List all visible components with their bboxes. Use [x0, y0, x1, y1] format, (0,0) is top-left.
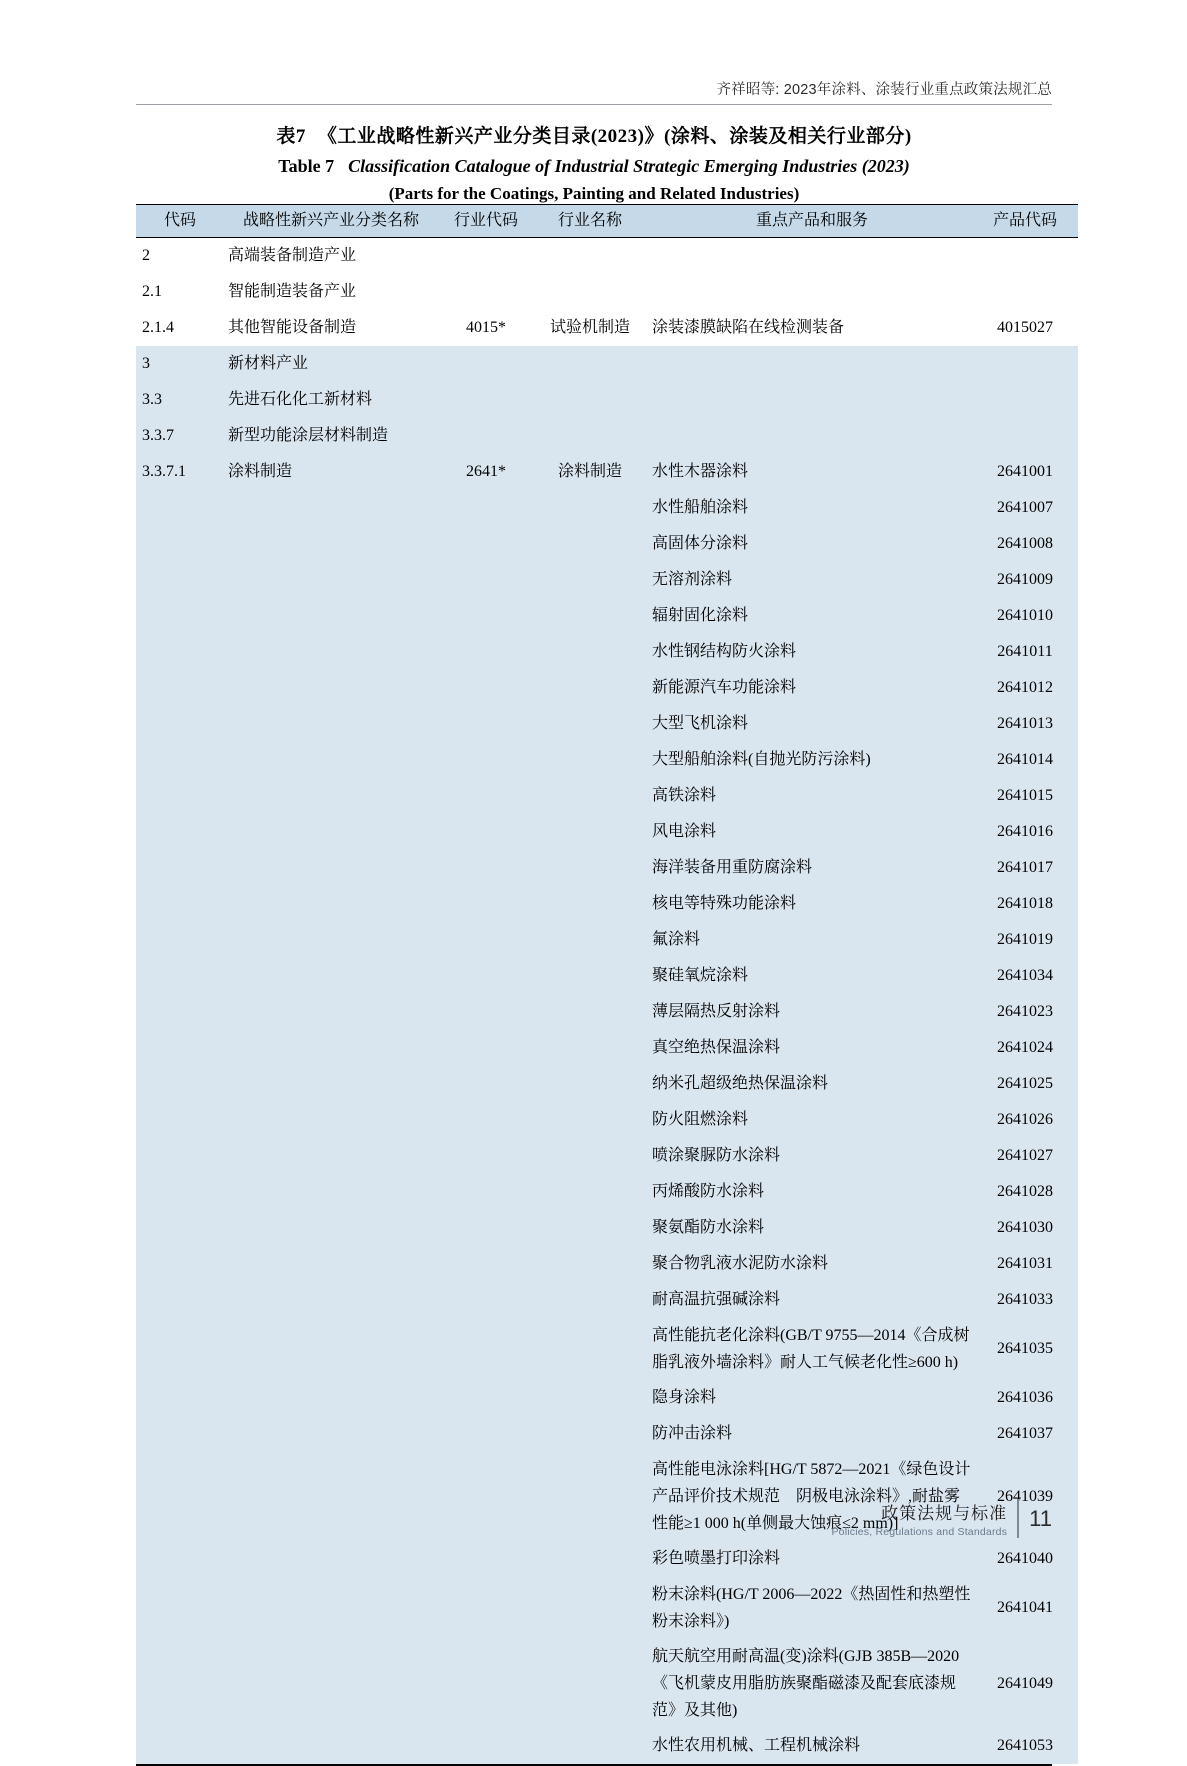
table-row: [136, 238, 1078, 275]
table-row: [136, 1210, 1078, 1246]
cell-ind-name: [538, 382, 642, 418]
cell-prod-code: 2641041: [972, 1577, 1078, 1639]
cell-name: [218, 634, 434, 670]
cell-product: 聚合物乳液水泥防水涂料: [642, 1246, 972, 1282]
cell-prod-code: 2641031: [972, 1246, 1078, 1282]
cell-ind-code: [434, 1030, 538, 1066]
table-row: [136, 814, 1078, 850]
cell-prod-code: [972, 274, 1078, 310]
cell-ind-code: [434, 1541, 538, 1577]
cell-product: 新能源汽车功能涂料: [642, 670, 972, 706]
cell-ind-name: [538, 274, 642, 310]
table-row: [136, 562, 1078, 598]
cell-code: [136, 1639, 218, 1728]
cell-ind-code: [434, 1318, 538, 1380]
cell-code: [136, 778, 218, 814]
cell-ind-name: [538, 1066, 642, 1102]
cell-ind-name: [538, 1174, 642, 1210]
cell-ind-name: [538, 598, 642, 634]
cell-prod-code: 4015027: [972, 310, 1078, 346]
cell-code: [136, 598, 218, 634]
cell-product: 粉末涂料(HG/T 2006—2022《热固性和热塑性粉末涂料》): [642, 1577, 972, 1639]
cell-prod-code: [972, 382, 1078, 418]
cell-name: [218, 1639, 434, 1728]
table-row: [136, 706, 1078, 742]
cell-ind-code: [434, 1282, 538, 1318]
cell-prod-code: 2641037: [972, 1416, 1078, 1452]
cell-ind-code: [434, 418, 538, 454]
cell-prod-code: 2641023: [972, 994, 1078, 1030]
cell-name: [218, 526, 434, 562]
cell-ind-name: [538, 562, 642, 598]
table-title-cn-text: 《工业战略性新兴产业分类目录(2023)》(涂料、涂装及相关行业部分): [317, 126, 912, 147]
cell-code: [136, 1210, 218, 1246]
cell-prod-code: 2641014: [972, 742, 1078, 778]
table-label-en: Table 7: [278, 156, 335, 176]
cell-product: 耐高温抗强碱涂料: [642, 1282, 972, 1318]
table-row: [136, 382, 1078, 418]
cell-name: [218, 1030, 434, 1066]
cell-prod-code: 2641012: [972, 670, 1078, 706]
table-row: [136, 454, 1078, 490]
table-row: [136, 1416, 1078, 1452]
table-bottom-rule: [136, 1764, 1052, 1766]
cell-ind-code: [434, 994, 538, 1030]
cell-ind-code: [434, 1210, 538, 1246]
cell-code: [136, 1728, 218, 1764]
cell-ind-code: [434, 598, 538, 634]
cell-product: 无溶剂涂料: [642, 562, 972, 598]
cell-name: [218, 1380, 434, 1416]
cell-prod-code: 2641009: [972, 562, 1078, 598]
cell-code: 3: [136, 346, 218, 382]
cell-name: 涂料制造: [218, 454, 434, 490]
cell-prod-code: 2641035: [972, 1318, 1078, 1380]
cell-prod-code: [972, 418, 1078, 454]
table-row: [136, 742, 1078, 778]
cell-prod-code: 2641013: [972, 706, 1078, 742]
column-header-name: 战略性新兴产业分类名称: [218, 205, 434, 238]
cell-product: 聚氨酯防水涂料: [642, 1210, 972, 1246]
cell-ind-name: [538, 1639, 642, 1728]
cell-ind-code: [434, 490, 538, 526]
cell-ind-name: [538, 1728, 642, 1764]
cell-code: 2.1: [136, 274, 218, 310]
cell-name: 先进石化化工新材料: [218, 382, 434, 418]
cell-prod-code: 2641017: [972, 850, 1078, 886]
table-row: [136, 1030, 1078, 1066]
cell-ind-name: [538, 1138, 642, 1174]
cell-product: 隐身涂料: [642, 1380, 972, 1416]
table-row: [136, 1577, 1078, 1639]
cell-code: [136, 1138, 218, 1174]
cell-product: 水性船舶涂料: [642, 490, 972, 526]
table-row: [136, 346, 1078, 382]
cell-ind-name: [538, 922, 642, 958]
cell-prod-code: 2641007: [972, 490, 1078, 526]
cell-product: 海洋装备用重防腐涂料: [642, 850, 972, 886]
cell-product: 大型飞机涂料: [642, 706, 972, 742]
cell-name: [218, 994, 434, 1030]
cell-ind-code: [434, 1577, 538, 1639]
cell-name: 智能制造装备产业: [218, 274, 434, 310]
cell-product: 聚硅氧烷涂料: [642, 958, 972, 994]
cell-ind-name: [538, 706, 642, 742]
cell-ind-code: [434, 778, 538, 814]
cell-ind-name: [538, 742, 642, 778]
cell-product: [642, 346, 972, 382]
cell-ind-code: [434, 526, 538, 562]
cell-product: 高性能抗老化涂料(GB/T 9755—2014《合成树脂乳液外墙涂料》耐人工气候老化性≥600 h): [642, 1318, 972, 1380]
table-row: [136, 1102, 1078, 1138]
cell-product: 彩色喷墨打印涂料: [642, 1541, 972, 1577]
cell-name: [218, 1102, 434, 1138]
cell-ind-code: [434, 1246, 538, 1282]
column-header-ind-name: 行业名称: [538, 205, 642, 238]
cell-code: [136, 1318, 218, 1380]
cell-ind-name: [538, 1541, 642, 1577]
cell-product: 水性木器涂料: [642, 454, 972, 490]
cell-ind-name: [538, 1246, 642, 1282]
cell-ind-code: [434, 814, 538, 850]
cell-ind-code: 2641*: [434, 454, 538, 490]
cell-ind-name: 试验机制造: [538, 310, 642, 346]
cell-prod-code: [972, 346, 1078, 382]
cell-prod-code: 2641040: [972, 1541, 1078, 1577]
cell-name: 新材料产业: [218, 346, 434, 382]
table-row: [136, 1380, 1078, 1416]
cell-ind-name: [538, 958, 642, 994]
cell-ind-code: [434, 1380, 538, 1416]
cell-code: [136, 922, 218, 958]
cell-ind-code: [434, 886, 538, 922]
cell-ind-name: [538, 1318, 642, 1380]
footer-section-cn: 政策法规与标准: [881, 1504, 1008, 1523]
cell-ind-name: [538, 850, 642, 886]
cell-product: 核电等特殊功能涂料: [642, 886, 972, 922]
cell-product: 高铁涂料: [642, 778, 972, 814]
cell-product: 防火阻燃涂料: [642, 1102, 972, 1138]
cell-code: [136, 526, 218, 562]
cell-ind-code: [434, 1452, 538, 1541]
cell-code: [136, 1246, 218, 1282]
cell-name: [218, 1416, 434, 1452]
cell-ind-name: [538, 1210, 642, 1246]
cell-product: 大型船舶涂料(自抛光防污涂料): [642, 742, 972, 778]
cell-prod-code: 2641018: [972, 886, 1078, 922]
cell-prod-code: 2641030: [972, 1210, 1078, 1246]
table-row: [136, 274, 1078, 310]
cell-ind-name: [538, 346, 642, 382]
table-row: [136, 1728, 1078, 1764]
cell-product: 水性农用机械、工程机械涂料: [642, 1728, 972, 1764]
cell-product: 高性能电泳涂料[HG/T 5872—2021《绿色设计产品评价技术规范 阴极电泳涂料》,耐盐雾性能≥1 000 h(单侧最大蚀痕≤2 mm)]: [642, 1452, 972, 1541]
cell-name: [218, 598, 434, 634]
cell-product: [642, 238, 972, 275]
table-row: [136, 958, 1078, 994]
cell-ind-code: [434, 922, 538, 958]
cell-ind-code: [434, 958, 538, 994]
cell-prod-code: 2641015: [972, 778, 1078, 814]
cell-prod-code: 2641019: [972, 922, 1078, 958]
table-row: [136, 1174, 1078, 1210]
cell-ind-code: [434, 742, 538, 778]
cell-code: [136, 670, 218, 706]
cell-ind-code: [434, 274, 538, 310]
cell-name: [218, 1138, 434, 1174]
table-row: [136, 1639, 1078, 1728]
cell-prod-code: 2641008: [972, 526, 1078, 562]
cell-ind-name: [538, 238, 642, 275]
table-row: [136, 310, 1078, 346]
cell-code: [136, 850, 218, 886]
cell-name: [218, 1210, 434, 1246]
cell-prod-code: 2641011: [972, 634, 1078, 670]
cell-ind-code: [434, 382, 538, 418]
cell-code: 2.1.4: [136, 310, 218, 346]
cell-prod-code: 2641010: [972, 598, 1078, 634]
cell-name: [218, 922, 434, 958]
cell-ind-name: 涂料制造: [538, 454, 642, 490]
cell-name: [218, 742, 434, 778]
table-title-en: [136, 152, 1052, 180]
cell-product: 航天航空用耐高温(变)涂料(GJB 385B—2020《飞机蒙皮用脂肪族聚酯磁漆及配套底漆规范》及其他): [642, 1639, 972, 1728]
cell-code: 3.3: [136, 382, 218, 418]
cell-name: [218, 778, 434, 814]
cell-ind-name: [538, 1416, 642, 1452]
table-row: [136, 598, 1078, 634]
cell-name: [218, 1282, 434, 1318]
column-header-code: 代码: [136, 205, 218, 238]
cell-ind-code: [434, 1066, 538, 1102]
cell-code: [136, 634, 218, 670]
cell-product: 防冲击涂料: [642, 1416, 972, 1452]
cell-prod-code: 2641001: [972, 454, 1078, 490]
cell-ind-name: [538, 526, 642, 562]
table-row: [136, 778, 1078, 814]
table-row: [136, 490, 1078, 526]
table-row: [136, 634, 1078, 670]
cell-code: [136, 1577, 218, 1639]
cell-code: [136, 562, 218, 598]
table-row: [136, 1066, 1078, 1102]
cell-ind-name: [538, 634, 642, 670]
cell-code: [136, 1174, 218, 1210]
cell-ind-name: [538, 778, 642, 814]
cell-code: 3.3.7.1: [136, 454, 218, 490]
cell-prod-code: 2641039: [972, 1452, 1078, 1541]
cell-prod-code: 2641016: [972, 814, 1078, 850]
cell-ind-name: [538, 1380, 642, 1416]
footer-section-en: Policies, Regulations and Standards: [831, 1526, 1008, 1538]
cell-name: 新型功能涂层材料制造: [218, 418, 434, 454]
table-row: [136, 1318, 1078, 1380]
cell-name: [218, 1577, 434, 1639]
cell-name: [218, 1318, 434, 1380]
cell-ind-code: [434, 1728, 538, 1764]
table-title-block: [136, 122, 1052, 207]
cell-name: [218, 562, 434, 598]
cell-ind-name: [538, 814, 642, 850]
cell-code: 3.3.7: [136, 418, 218, 454]
table-row: [136, 850, 1078, 886]
cell-ind-name: [538, 1282, 642, 1318]
cell-prod-code: 2641053: [972, 1728, 1078, 1764]
footer-section: [831, 1499, 1019, 1538]
cell-prod-code: [972, 238, 1078, 275]
cell-ind-code: [434, 1102, 538, 1138]
cell-product: [642, 418, 972, 454]
cell-ind-name: [538, 418, 642, 454]
column-header-product: 重点产品和服务: [642, 205, 972, 238]
cell-product: 氟涂料: [642, 922, 972, 958]
cell-name: [218, 1246, 434, 1282]
cell-code: [136, 814, 218, 850]
cell-ind-code: [434, 1639, 538, 1728]
cell-prod-code: 2641033: [972, 1282, 1078, 1318]
cell-code: [136, 1541, 218, 1577]
cell-ind-name: [538, 1452, 642, 1541]
table-title-cn: [136, 122, 1052, 152]
cell-code: [136, 1282, 218, 1318]
cell-name: [218, 1066, 434, 1102]
table-row: [136, 526, 1078, 562]
cell-name: [218, 886, 434, 922]
cell-product: 水性钢结构防火涂料: [642, 634, 972, 670]
cell-code: [136, 958, 218, 994]
cell-ind-code: [434, 1416, 538, 1452]
cell-code: [136, 1066, 218, 1102]
table-row: [136, 994, 1078, 1030]
cell-product: 纳米孔超级绝热保温涂料: [642, 1066, 972, 1102]
cell-product: 风电涂料: [642, 814, 972, 850]
cell-ind-code: [434, 346, 538, 382]
cell-prod-code: 2641024: [972, 1030, 1078, 1066]
cell-name: [218, 958, 434, 994]
cell-code: [136, 886, 218, 922]
table-row: [136, 418, 1078, 454]
cell-code: 2: [136, 238, 218, 275]
table-row: [136, 922, 1078, 958]
cell-prod-code: 2641027: [972, 1138, 1078, 1174]
cell-ind-name: [538, 1102, 642, 1138]
cell-product: [642, 274, 972, 310]
cell-ind-name: [538, 1577, 642, 1639]
running-head: 齐祥昭等: 2023年涂料、涂装行业重点政策法规汇总: [716, 82, 1052, 98]
table-row: [136, 1246, 1078, 1282]
cell-ind-code: [434, 1174, 538, 1210]
cell-ind-name: [538, 1030, 642, 1066]
header-divider: [136, 104, 1052, 105]
cell-ind-code: [434, 562, 538, 598]
cell-prod-code: 2641028: [972, 1174, 1078, 1210]
table-header-row: [136, 205, 1078, 238]
cell-product: 涂装漆膜缺陷在线检测装备: [642, 310, 972, 346]
cell-code: [136, 742, 218, 778]
cell-name: [218, 1728, 434, 1764]
cell-name: 其他智能设备制造: [218, 310, 434, 346]
cell-code: [136, 706, 218, 742]
cell-product: [642, 382, 972, 418]
cell-code: [136, 1452, 218, 1541]
cell-ind-code: [434, 238, 538, 275]
cell-name: [218, 850, 434, 886]
page-number: 11: [1029, 1505, 1052, 1531]
cell-ind-code: [434, 670, 538, 706]
table-title-en-text: Classification Catalogue of Industrial Strategic Emerging Industries (2023): [348, 156, 910, 176]
cell-ind-code: [434, 634, 538, 670]
cell-product: 真空绝热保温涂料: [642, 1030, 972, 1066]
cell-ind-name: [538, 490, 642, 526]
cell-code: [136, 1102, 218, 1138]
cell-code: [136, 994, 218, 1030]
cell-code: [136, 1416, 218, 1452]
cell-prod-code: 2641049: [972, 1639, 1078, 1728]
cell-product: 薄层隔热反射涂料: [642, 994, 972, 1030]
cell-code: [136, 1380, 218, 1416]
cell-name: [218, 1174, 434, 1210]
cell-prod-code: 2641025: [972, 1066, 1078, 1102]
column-header-ind-code: 行业代码: [434, 205, 538, 238]
table-row: [136, 670, 1078, 706]
cell-name: [218, 706, 434, 742]
cell-name: [218, 1541, 434, 1577]
table-row: [136, 1282, 1078, 1318]
cell-code: [136, 490, 218, 526]
table-row: [136, 1138, 1078, 1174]
cell-name: [218, 1452, 434, 1541]
cell-prod-code: 2641034: [972, 958, 1078, 994]
cell-ind-name: [538, 886, 642, 922]
cell-ind-name: [538, 994, 642, 1030]
table-row: [136, 886, 1078, 922]
table-label-cn: 表7: [276, 126, 306, 147]
cell-ind-code: [434, 1138, 538, 1174]
cell-ind-name: [538, 670, 642, 706]
cell-name: [218, 490, 434, 526]
cell-product: 丙烯酸防水涂料: [642, 1174, 972, 1210]
cell-product: 喷涂聚脲防水涂料: [642, 1138, 972, 1174]
cell-product: 高固体分涂料: [642, 526, 972, 562]
cell-product: 辐射固化涂料: [642, 598, 972, 634]
cell-name: [218, 670, 434, 706]
cell-ind-code: [434, 850, 538, 886]
cell-code: [136, 1030, 218, 1066]
cell-ind-code: [434, 706, 538, 742]
column-header-prod-code: 产品代码: [972, 205, 1078, 238]
cell-name: [218, 814, 434, 850]
page-footer: [831, 1499, 1052, 1538]
cell-prod-code: 2641026: [972, 1102, 1078, 1138]
table-subtitle-en: (Parts for the Coatings, Painting and Related Industries): [388, 184, 800, 203]
cell-prod-code: 2641036: [972, 1380, 1078, 1416]
table-row: [136, 1541, 1078, 1577]
cell-name: 高端装备制造产业: [218, 238, 434, 275]
cell-ind-code: 4015*: [434, 310, 538, 346]
